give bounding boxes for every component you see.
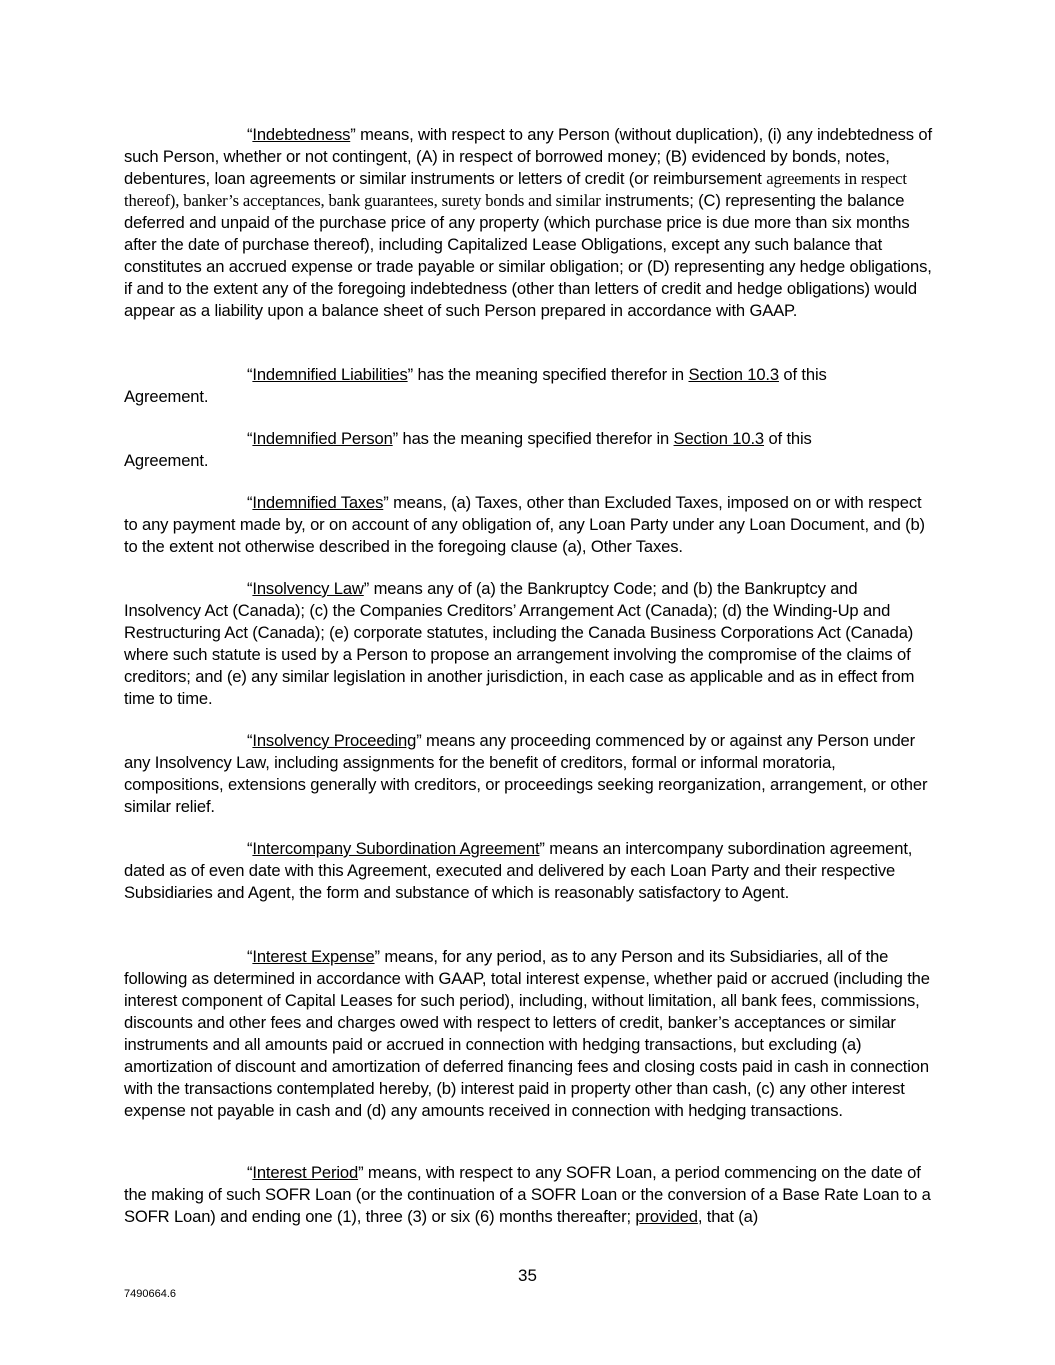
definition-text: , that (a) bbox=[697, 1207, 759, 1226]
defined-term: Intercompany Subordination Agreement bbox=[252, 839, 540, 858]
defined-term: Interest Expense bbox=[252, 947, 375, 966]
definition-text: of this Agreement. bbox=[124, 365, 827, 406]
page-number: 35 bbox=[518, 1266, 537, 1285]
definition-text: ” has the meaning specified therefor in bbox=[392, 429, 674, 448]
definition-intercompany-subordination-agreement: “Intercompany Subordination Agreement” means an intercompany subordination agreement, dated as of even date with this Agreement, executed and delivered by each Loan Party and their respective Subsidiaries and Agent, the form and substance of which is reasonably satisfactory to Agent. bbox=[124, 839, 913, 902]
definition-indebtedness: “Indebtedness” means, with respect to any Person (without duplication), (i) any indebtedness of such Person, whether or not contingent, (A) in respect of borrowed money; (B) evidenced by bonds, notes, debentures, loan agreements or similar instruments or letters of credit (or reimbursement agreements in respect thereof), banker’s acceptances, bank guarantees, surety bonds and similar instruments; (C) representing the balance deferred and unpaid of the purchase price of any property (which purchase price is due more than six months after the date of purchase thereof), including Capitalized Lease Obligations, except any such balance that constitutes an accrued expense or trade payable or similar obligation; or (D) representing any hedge obligations, if and to the extent any of the foregoing indebtedness (other than letters of credit and hedge obligations) would appear as a liability upon a balance sheet of such Person prepared in accordance with GAAP. bbox=[124, 125, 932, 320]
section-reference: Section 10.3 bbox=[688, 365, 779, 384]
definition-text: ” means, with respect to any Person (without duplication), (i) any indebtedness of such Person, whether or not contingent, (A) in respect of borrowed money; (B) evidenced by bonds, notes, debentures, loan agreements or similar instruments or letters of credit (or reimbursement bbox=[124, 125, 932, 188]
proviso-reference: provided bbox=[635, 1207, 698, 1226]
definition-text: ” means an intercompany subordination agreement, dated as of even date with this Agreement, executed and delivered by each Loan Party and their respective Subsidiaries and Agent, the form and substance of which is reasonably satisfactory to Agent. bbox=[124, 839, 913, 902]
definition-insolvency-law: “Insolvency Law” means any of (a) the Bankruptcy Code; and (b) the Bankruptcy and Insolvency Act (Canada); (c) the Companies Creditors’ Arrangement Act (Canada); (d) the Winding-Up and Restructuring Act (Canada); (e) corporate statutes, including the Canada Business Corporations Act (Canada) where such statute is used by a Person to propose an arrangement involving the compromise of the claims of creditors; and (e) any similar legislation in another jurisdiction, in each case as applicable and as in effect from time to time. bbox=[124, 579, 915, 708]
definition-text: instruments; (C) representing the balance deferred and unpaid of the purchase price of any property (which purchase price is due more than six months after the date of purchase thereof), including Capitalized Lease Obligations, except any such balance that constitutes an accrued expense or trade payable or similar obligation; or (D) representing any hedge obligations, if and to the extent any of the foregoing indebtedness (other than letters of credit and hedge obligations) would appear as a liability upon a balance sheet of such Person prepared in accordance with GAAP. bbox=[124, 191, 932, 320]
definition-insolvency-proceeding: “Insolvency Proceeding” means any proceeding commenced by or against any Person under any Insolvency Law, including assignments for the benefit of creditors, formal or informal moratoria, compositions, extensions generally with creditors, or proceedings seeking reorganization, arrangement, or other similar relief. bbox=[124, 731, 928, 816]
defined-term: Insolvency Law bbox=[252, 579, 364, 598]
defined-term: Insolvency Proceeding bbox=[252, 731, 417, 750]
definition-text: ” means any proceeding commenced by or against any Person under any Insolvency Law, including assignments for the benefit of creditors, formal or informal moratoria, compositions, extensions generally with creditors, or proceedings seeking reorganization, arrangement, or other similar relief. bbox=[124, 731, 928, 816]
definition-interest-period: “Interest Period” means, with respect to any SOFR Loan, a period commencing on the date of the making of such SOFR Loan (or the continuation of a SOFR Loan or the conversion of a Base Rate Loan to a SOFR Loan) and ending one (1), three (3) or six (6) months thereafter; provided, that (a) bbox=[124, 1163, 931, 1226]
defined-term: Indemnified Liabilities bbox=[252, 365, 408, 384]
definition-text: agreements in respect thereof), banker’s acceptances, bank guarantees, surety bonds and similar bbox=[124, 169, 907, 210]
defined-term: Indemnified Person bbox=[252, 429, 393, 448]
definition-indemnified-liabilities: “Indemnified Liabilities” has the meaning specified therefor in Section 10.3 of this Agreement. bbox=[124, 365, 827, 406]
definition-indemnified-taxes: “Indemnified Taxes” means, (a) Taxes, other than Excluded Taxes, imposed on or with respect to any payment made by, or on account of any obligation of, any Loan Party under any Loan Document, and (b) to the extent not otherwise described in the foregoing clause (a), Other Taxes. bbox=[124, 493, 925, 556]
defined-term: Indemnified Taxes bbox=[252, 493, 384, 512]
definition-text: ” means any of (a) the Bankruptcy Code; and (b) the Bankruptcy and Insolvency Act (Canada); (c) the Companies Creditors’ Arrangement Act (Canada); (d) the Winding-Up and Restructuring Act (Canada); (e) corporate statutes, including the Canada Business Corporations Act (Canada) where such statute is used by a Person to propose an arrangement involving the compromise of the claims of creditors; and (e) any similar legislation in another jurisdiction, in each case as applicable and as in effect from time to time. bbox=[124, 579, 915, 708]
definition-text: ” means, with respect to any SOFR Loan, a period commencing on the date of the making of such SOFR Loan (or the continuation of a SOFR Loan or the conversion of a Base Rate Loan to a SOFR Loan) and ending one (1), three (3) or six (6) months thereafter; bbox=[124, 1163, 931, 1226]
defined-term: Interest Period bbox=[252, 1163, 359, 1182]
document-id: 7490664.6 bbox=[124, 1288, 176, 1300]
definition-indemnified-person: “Indemnified Person” has the meaning specified therefor in Section 10.3 of this Agreement. bbox=[124, 429, 812, 470]
section-reference: Section 10.3 bbox=[673, 429, 765, 448]
definition-text: ” means, for any period, as to any Person and its Subsidiaries, all of the following as determined in accordance with GAAP, total interest expense, whether paid or accrued (including the interest component of Capital Leases for such period), including, without limitation, all bank fees, commissions, discounts and other fees and charges owed with respect to letters of credit, banker’s acceptances or similar instruments and all amounts paid or accrued in connection with hedging transactions, but excluding (a) amortization of discount and amortization of deferred financing fees and closing costs paid in cash in connection with the transactions contemplated hereby, (b) interest paid in property other than cash, (c) any other interest expense not payable in cash and (d) any amounts received in connection with hedging transactions. bbox=[124, 947, 930, 1120]
definition-interest-expense: “Interest Expense” means, for any period, as to any Person and its Subsidiaries, all of the following as determined in accordance with GAAP, total interest expense, whether paid or accrued (including the interest component of Capital Leases for such period), including, without limitation, all bank fees, commissions, discounts and other fees and charges owed with respect to letters of credit, banker’s acceptances or similar instruments and all amounts paid or accrued in connection with hedging transactions, but excluding (a) amortization of discount and amortization of deferred financing fees and closing costs paid in cash in connection with the transactions contemplated hereby, (b) interest paid in property other than cash, (c) any other interest expense not payable in cash and (d) any amounts received in connection with hedging transactions. bbox=[124, 947, 930, 1120]
definition-text: ” means, (a) Taxes, other than Excluded Taxes, imposed on or with respect to any payment made by, or on account of any obligation of, any Loan Party under any Loan Document, and (b) to the extent not otherwise described in the foregoing clause (a), Other Taxes. bbox=[124, 493, 925, 556]
defined-term: Indebtedness bbox=[252, 125, 351, 144]
definition-text: ” has the meaning specified therefor in bbox=[407, 365, 689, 384]
definition-text: of this Agreement. bbox=[124, 429, 812, 470]
